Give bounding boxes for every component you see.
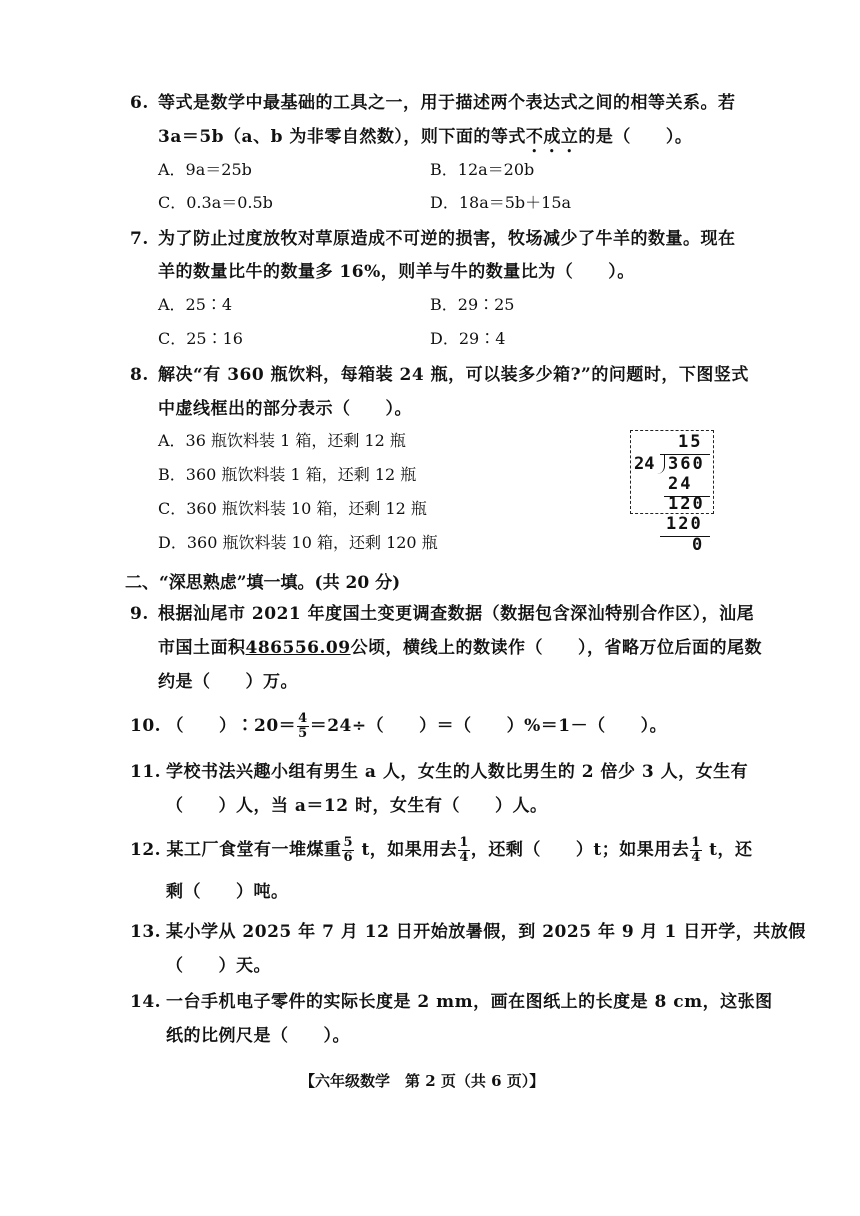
page-footer: 【六年级数学 第 2 页（共 6 页）】 [300, 1072, 545, 1090]
q8-option-a[interactable]: A．36 瓶饮料装 1 箱，还剩 12 瓶 [158, 431, 406, 450]
q14-line1: 一台手机电子零件的实际长度是 2 mm，画在图纸上的长度是 8 cm，这张图 [166, 992, 773, 1012]
q9-line2: 市国土面积486556.09公顷，横线上的数读作（ ），省略万位后面的尾数 [158, 638, 763, 658]
long-division-diagram [628, 428, 718, 558]
step2: 120 [668, 494, 705, 514]
q8-option-d[interactable]: D．360 瓶饮料装 10 箱，还剩 120 瓶 [158, 533, 438, 552]
q6-line2: 3a＝5b（a、b 为非零自然数），则下面的等式不成立的是（ ）。 [158, 127, 693, 147]
q7-option-c[interactable]: C．25∶16 [158, 329, 243, 348]
q11-number: 11. [130, 762, 162, 782]
q9-number: 9. [130, 604, 149, 624]
divisor: 24 [634, 454, 655, 474]
line2 [660, 536, 710, 537]
q7-option-d[interactable]: D．29∶4 [430, 329, 506, 348]
q14-line2: 纸的比例尺是（ ）。 [166, 1026, 350, 1046]
q6-option-a[interactable]: A．9a＝25b [158, 160, 252, 179]
q8-option-b[interactable]: B．360 瓶饮料装 1 箱，还剩 12 瓶 [158, 465, 417, 484]
dividend: 360 [668, 454, 705, 474]
q8-line1: 解决“有 360 瓶饮料，每箱装 24 瓶，可以装多少箱?”的问题时，下图竖式 [158, 365, 749, 385]
question-12: 12. 某工厂食堂有一堆煤重 $\frac{5}{6}$ t，如果用去 $\frac{1}{4}$ ，还剩（ ）t；如果用去 $\frac{1}{4}$ t，还 [130, 835, 753, 865]
q7-option-a[interactable]: A．25∶4 [158, 295, 233, 314]
q10-number: 10. [130, 716, 162, 736]
q9-line3: 约是（ ）万。 [158, 672, 298, 692]
q13-line2: （ ）天。 [166, 956, 271, 976]
q8-option-c[interactable]: C．360 瓶饮料装 10 箱，还剩 12 瓶 [158, 499, 427, 518]
q12-number: 12. [130, 840, 162, 860]
q12-line2: 剩（ ）吨。 [166, 882, 289, 902]
q6-option-b[interactable]: B．12a＝20b [430, 160, 535, 179]
q7-line1: 为了防止过度放牧对草原造成不可逆的损害，牧场减少了牛羊的数量。现在 [158, 229, 736, 249]
q6-option-d[interactable]: D．18a＝5b＋15a [430, 193, 572, 212]
q11-line2: （ ）人，当 a＝12 时，女生有（ ）人。 [166, 796, 548, 816]
q9-line1: 根据汕尾市 2021 年度国土变更调查数据（数据包含深汕特别合作区），汕尾 [158, 604, 755, 624]
q7-option-b[interactable]: B．29∶25 [430, 295, 515, 314]
question-10: 10. （ ）∶20＝ $\frac{4}{5}$ ＝24÷（ ）＝（ ）%＝1－（ ）。 [130, 711, 668, 741]
q6-line1: 等式是数学中最基础的工具之一，用于描述两个表达式之间的相等关系。若 [158, 93, 736, 113]
q11-line1: 学校书法兴趣小组有男生 a 人，女生的人数比男生的 2 倍少 3 人，女生有 [166, 762, 749, 782]
remainder: 0 [692, 535, 703, 555]
section-2-heading: 二、“深思熟虑”填一填。(共 20 分) [125, 573, 401, 593]
quotient: 15 [678, 432, 703, 452]
q12-fraction-3: $\frac{1}{4}$ [691, 835, 701, 865]
q13-line1: 某小学从 2025 年 7 月 12 日开始放暑假，到 2025 年 9 月 1 日开学，共放假 [166, 922, 806, 942]
q6-emphasis: 不成立 [525, 127, 579, 147]
q8-number: 8. [130, 365, 149, 385]
q12-fraction-1: $\frac{5}{6}$ [343, 835, 354, 865]
q10-fraction: $\frac{4}{5}$ [298, 711, 308, 741]
step3: 120 [666, 514, 703, 534]
q6-option-c[interactable]: C．0.3a＝0.5b [158, 193, 273, 212]
q6-number: 6. [130, 93, 149, 113]
q7-number: 7. [130, 229, 149, 249]
q12-fraction-2: $\frac{1}{4}$ [459, 835, 469, 865]
q8-line2: 中虚线框出的部分表示（ ）。 [158, 399, 412, 419]
q7-line2: 羊的数量比牛的数量多 16%，则羊与牛的数量比为（ ）。 [158, 262, 635, 282]
q13-number: 13. [130, 922, 162, 942]
q9-underlined-number: 486556.09 [245, 638, 351, 658]
q14-number: 14. [130, 992, 162, 1012]
step1: 24 [668, 474, 693, 494]
